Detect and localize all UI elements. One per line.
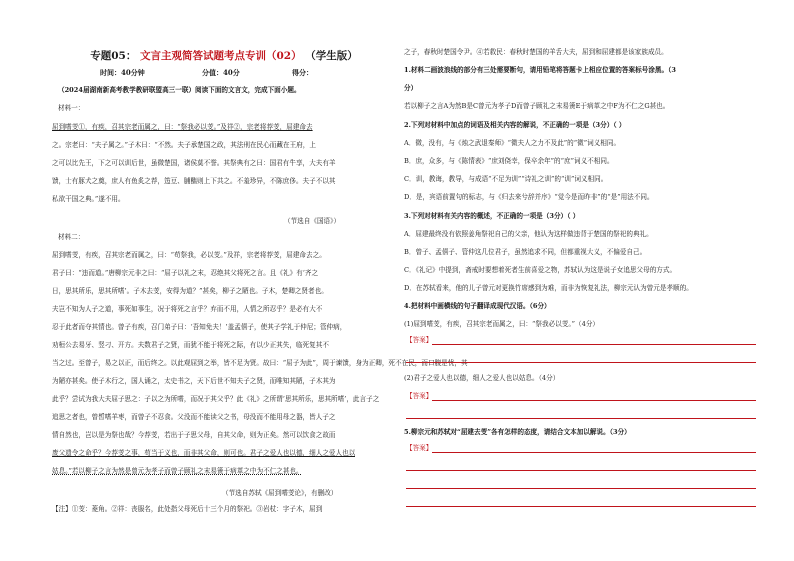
m1-line: 之可以比先王，下之可以训后世，虽微楚国，诸侯莫不誉。其祭典有之曰：国君有牛享，大夫有羊	[52, 159, 336, 167]
m1-line: 馈，士有豚犬之奠，庶人有鱼炙之荐，笾豆、脯醢则上下共之。不羞珍异，不陈庶侈。夫子不以其	[52, 177, 336, 185]
m1-line: 屈到嗜芰①，有疾，召其宗老而属之，曰：“祭我必以芰。”及祥②，宗老将荐芰，屈建命去	[52, 123, 313, 131]
m2-line-wavy: 姑息。”若以柳子之言为然是曾元为孝子而曾子顾礼之末易箦于病革之中为不仁之甚也。	[52, 467, 303, 475]
score-got: 得分：	[292, 68, 313, 77]
m2-line: 此乎？尝试为我大夫屈子思之：子以之为所嗜，而况于其父乎？此《礼》之所谓‘思其所乐，思其所嗜’，此言子之	[52, 395, 380, 403]
question-1-cont: 分）	[404, 84, 418, 92]
answer-row-q5-line2[interactable]	[406, 462, 756, 471]
score-total: 分值：40分	[202, 68, 240, 77]
answer-row-q4-1[interactable]	[406, 336, 756, 345]
m2-line: 日，思其所乐，思其所嗜’。子木去芰，安得为道？”甚矣，柳子之陋也。子木，楚卿之贤者也。	[52, 287, 328, 295]
question-1: 1.材料二画波浪线的部分有三处需要断句，请用铅笔将答题卡上相应位置的答案标号涂黑。（3	[404, 66, 676, 74]
question-4-1: (1)屈到嗜芰，有疾，召其宗老而属之，曰：“祭我必以芰。”（4分）	[404, 320, 600, 328]
answer-label: 【答案】	[406, 444, 433, 452]
m2-line: 劝桓公去易牙、竖刁、开方。夫数君子之贤，而犹不能于将死之际，有以少正其失，临死复其不	[52, 341, 329, 349]
answer-row-q4-2-line2[interactable]	[406, 410, 756, 419]
question-4: 4.把材料中画横线的句子翻译成现代汉语。（6分）	[404, 302, 551, 310]
answer-line	[406, 418, 756, 419]
title-prefix: 专题05：	[90, 50, 137, 62]
question-4-2: (2)君子之爱人也以德，细人之爱人也以姑息。（4分）	[404, 374, 560, 382]
time-limit: 时间：40分钟	[100, 68, 145, 77]
q3-option-d: D．在苏轼看来，他的儿子曾元对更换竹席感到为难，而非为恢复礼法，柳宗元认为曾元是孝顺的。	[404, 284, 693, 292]
q2-option-a: A．微，没有，与《烛之武退秦师》“微夫人之力不及此”的“微”词义相同。	[404, 139, 621, 147]
m2-line: 当之过。至曾子，易之以正，而后终之。以此观屈到之举，皆不足为贤。故曰：“屈子为此”，周于谏馈，身为正卿，死不在民，而口腹是忧，其	[52, 359, 468, 367]
q3-option-b: B．曾子、孟僖子、管仲这几位君子，虽然追求不同，但都重视大义，不偏爱自己。	[404, 248, 647, 256]
answer-line	[406, 488, 756, 489]
answer-label: 【答案】	[406, 336, 433, 344]
question-5: 5.柳宗元和苏轼对“屈建去芰”各有怎样的态度，请结合文本加以解说。（3分）	[404, 428, 631, 436]
answer-row-q5-line3[interactable]	[406, 480, 756, 489]
footnote: 【注】①芰：菱角。②祥：丧服名，此处指父母死后十三个月的祭祀。③岩杖：字子木，屈到	[52, 505, 323, 513]
answer-line	[406, 470, 756, 471]
m2-line: 君子曰：“违而道。”唐柳宗元非之曰：“屈子以礼之末，忍绝其父将死之言。且《礼》有‘齐之	[52, 269, 319, 277]
q2-option-d: D．是，宾语前置句的标志，与《归去来兮辞并序》“觉今是而昨非”的“是”用法不同。	[404, 193, 654, 201]
answer-label: 【答案】	[406, 392, 433, 400]
title-main: 文言主观简答试题考点专训（02）	[140, 50, 302, 62]
question-1-text: 若以柳子之言A为然B是C曾元为孝子D而曾子顾礼之末易箦E于病革之中F为不仁之G甚也。	[404, 102, 670, 110]
answer-line	[432, 344, 756, 345]
m1-source: （节选自《国语》）	[284, 217, 341, 225]
intro-text: （2024届湖南新高考教学教研联盟高三一联）阅读下面的文言文，完成下面小题。	[58, 86, 301, 94]
material-1-title: 材料一：	[58, 104, 85, 112]
m2-line: 追思之者也，曾皙嗜羊枣，而曾子不忍食。父没而不能读父之书，母没而不能用母之器，皆人子之	[52, 413, 336, 421]
q3-option-a: A．屈建最终没有依照姜角祭祀自己的父亲，他认为这样做违背于楚国的祭祀的典礼。	[404, 230, 653, 238]
m2-line: 夫岂不知为人子之道，事死如事生，况于将死之言乎？弃而不用，人情之所忍乎？是必有大不	[52, 305, 323, 313]
footnote-continued: 之子，春秋时楚国令尹。④若救民：春秋时楚国的羊舌大夫，屈到和屈建都是该家族成员。	[404, 48, 668, 56]
material-2-title: 材料二：	[58, 233, 85, 241]
m2-line: 情自然也，岂以是为祭也哉？今荐芰，若出于子思父母，自其父命，则为正矣。然可以饮食之故而	[52, 431, 336, 439]
answer-line	[432, 400, 756, 401]
question-2: 2.下列对材料中加点的词语及相关内容的解说，不正确的一项是（3分）（ ）	[404, 121, 626, 129]
answer-line	[432, 452, 756, 453]
m2-line: 废父遗令之命乎？今荐芰之事，苟当于义也，而非其父命，则可也。君子之爱人也以德，细人之爱人也以	[52, 449, 356, 457]
page-title	[52, 48, 396, 63]
m2-line: 忍于此者而夺其情也。曾子有疾，召门弟子曰：‘吾知免夫！’盖孟僖子，使其子学礼于仲尼；管仲病，	[52, 323, 347, 331]
q3-option-c: C．《礼记》中提到，斋戒时要想着死者生前喜爱之物，苏轼认为这是说子女追思父母的方式。	[404, 266, 677, 274]
answer-line	[406, 506, 756, 507]
m1-line: 之。宗老曰：“夫子属之。”子木曰：“不然。夫子承楚国之政，其法刑在民心而藏在王府，上	[52, 141, 316, 149]
answer-row-q4-2[interactable]	[406, 392, 756, 401]
answer-row-q5[interactable]	[406, 444, 756, 453]
q2-option-b: B．庶，众多，与《陈情表》“庶刘侥幸，保卒余年”的“庶”词义不相同。	[404, 157, 614, 165]
q2-option-c: C．训，教诲，教导，与成语“不足为训”“诗礼之训”的“训”词义相同。	[404, 175, 608, 183]
m1-line: 私欲干国之典。”遂不用。	[52, 195, 125, 203]
answer-row-q4-1-line2[interactable]	[406, 354, 756, 363]
m2-source: （节选自苏轼《屈到嗜芰论》，有删改）	[222, 489, 338, 497]
m2-line: 为陋亦甚矣。使子木行之，国人诵之，太史书之，天下后世不知夫子之贤，而唯知其陋，子木其为	[52, 377, 336, 385]
title-suffix: （学生版）	[305, 50, 358, 62]
answer-line	[406, 362, 756, 363]
answer-row-q5-line4[interactable]	[406, 498, 756, 507]
question-3: 3.下列对材料有关内容的概述，不正确的一项是（3分）（ ）	[404, 212, 580, 220]
m2-line: 屈到嗜芰，有疾，召其宗老而属之，曰：“苟祭我，必以芰。”及祥，宗老将荐芰，屈建命去之。	[52, 251, 326, 259]
